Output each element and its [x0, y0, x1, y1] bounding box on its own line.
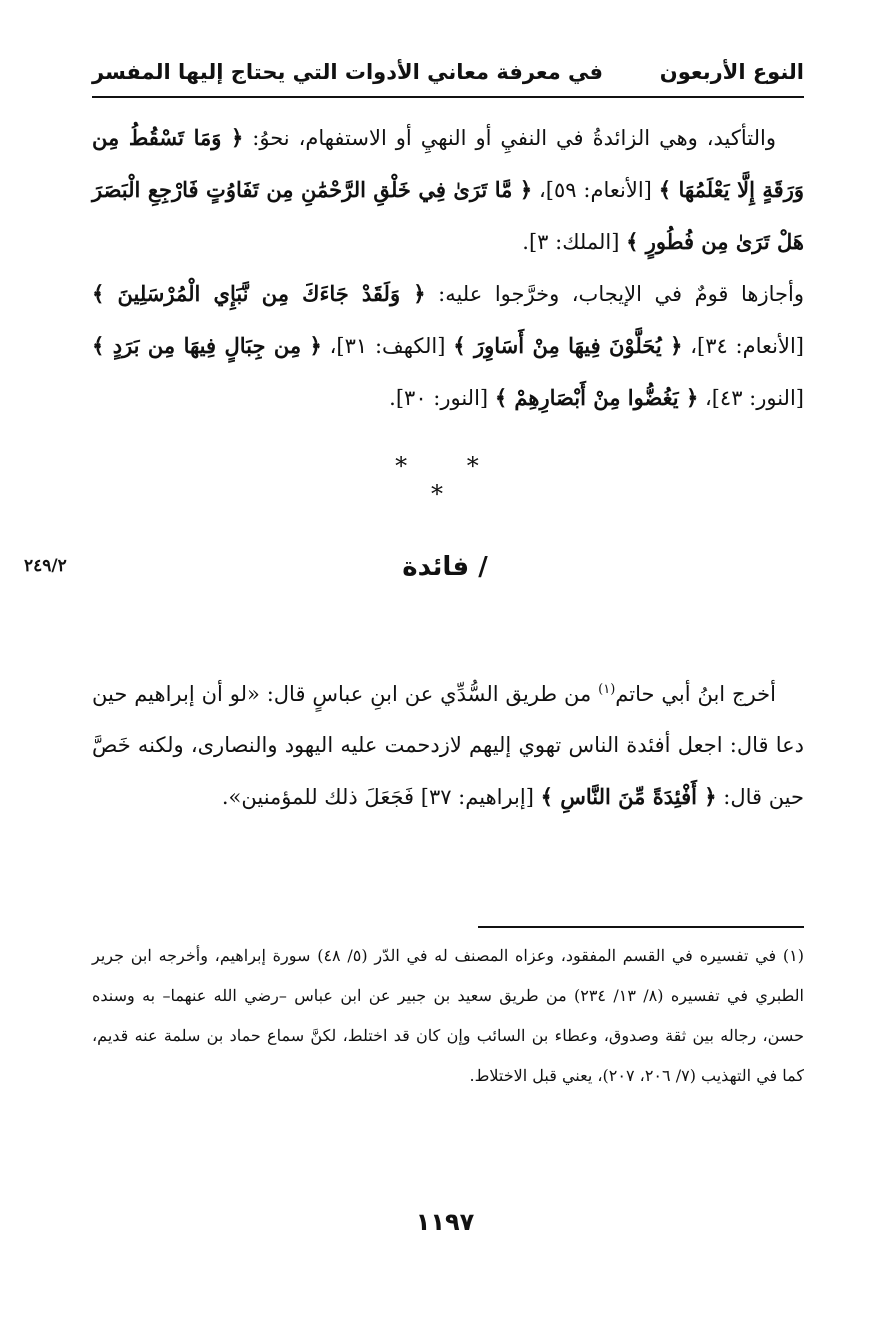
benefit-text-block — [92, 664, 804, 823]
paragraph-tawkid — [92, 112, 804, 268]
footnote-1: (١) في تفسيره في القسم المفقود، وعزاه المصنف له في الدّر (٥/ ٤٨) سورة إبراهيم، وأخرجه ابن جرير الطبري في تفسيره (٨/ ١٣/ ٢٣٤) من طريق سعيد بن جبير عن ابن عباس –رضي الله عنهما– به وسنده حسن، رجاله بين ثقة وصدوق، وعطاء بن السائب وإن كان قد اختلط، لكنَّ سماع حماد بن سلمة عنه قديم، كما في التهذيب (٧/ ٢٠٦، ٢٠٧)، يعني قبل الاختلاط. — [92, 946, 804, 1085]
verse-reference: [الأنعام: ٥٩]، — [539, 178, 652, 202]
chapter-title: في معرفة معاني الأدوات التي يحتاج إليها المفسر — [92, 60, 604, 84]
quran-verse: ﴿ مِن جِبَالٍ فِيهَا مِن بَرَدٍ ﴾ — [92, 333, 322, 358]
verse-reference: [النور: ٤٣]، — [704, 386, 804, 410]
verse-reference: [النور: ٣٠]. — [389, 386, 489, 410]
quran-verse: ﴿ وَلَقَدْ جَاءَكَ مِن نَّبَإِي الْمُرْسَلِينَ ﴾ — [92, 281, 426, 306]
page-number: ١١٩٧ — [415, 1208, 475, 1236]
text-span: من طريق السُّدِّي عن ابنِ عباسٍ قال: «لو أن إبراهيم حين دعا قال: اجعل أفئدة الناس تهوي إليهم لازدحمت عليه اليهود والنصارى، ولكنه خَصَّ حين قال: — [92, 682, 804, 809]
text-span: فَجَعَلَ ذلك للمؤمنين». — [221, 785, 415, 809]
verse-reference: [الأنعام: ٣٤]، — [690, 334, 804, 358]
header-rule — [92, 96, 804, 98]
quran-verse: ﴿ مَّا تَرَىٰ فِي خَلْقِ الرَّحْمَٰنِ مِن تَفَاوُتٍ فَارْجِعِ الْبَصَرَ هَلْ تَرَىٰ مِن فُطُورٍ ﴾ — [92, 177, 804, 254]
footnotes — [92, 936, 804, 1096]
running-head — [92, 52, 804, 92]
verse-reference: [إبراهيم: ٣٧] — [420, 785, 534, 809]
verse-reference: [الملك: ٣]. — [522, 230, 620, 254]
quran-verse: ﴿ يَغُضُّوا مِنْ أَبْصَارِهِمْ ﴾ — [494, 385, 699, 410]
text-span: أخرج ابنُ أبي حاتم — [615, 682, 776, 706]
text-span: وأجازها قومٌ في الإيجاب، وخرَّجوا عليه: — [438, 282, 804, 306]
quran-verse: ﴿ وَمَا تَسْقُطُ مِن وَرَقَةٍ إِلَّا يَعْلَمُهَا ﴾ — [92, 125, 804, 202]
paragraph-benefit — [92, 664, 804, 823]
upper-text-block — [92, 112, 804, 424]
chapter-heading: النوع الأربعون — [659, 60, 804, 84]
paragraph-ijab — [92, 268, 804, 424]
footnote-rule — [478, 926, 804, 928]
margin-reference: ٢٤٩/٢ — [24, 556, 67, 576]
footnote-marker[interactable]: (١) — [598, 682, 616, 697]
text-span: والتأكيد، وهي الزائدةُ في النفيِ أو النهيِ أو الاستفهام، نحوُ: — [252, 126, 776, 150]
section-title: / فائدة — [402, 552, 488, 582]
verse-reference: [الكهف: ٣١]، — [329, 334, 446, 358]
quran-verse: ﴿ أَفْئِدَةً مِّنَ النَّاسِ ﴾ — [540, 784, 717, 809]
quran-verse: ﴿ يُحَلَّوْنَ فِيهَا مِنْ أَسَاوِرَ ﴾ — [453, 333, 683, 358]
section-separator: * * * — [395, 452, 505, 508]
